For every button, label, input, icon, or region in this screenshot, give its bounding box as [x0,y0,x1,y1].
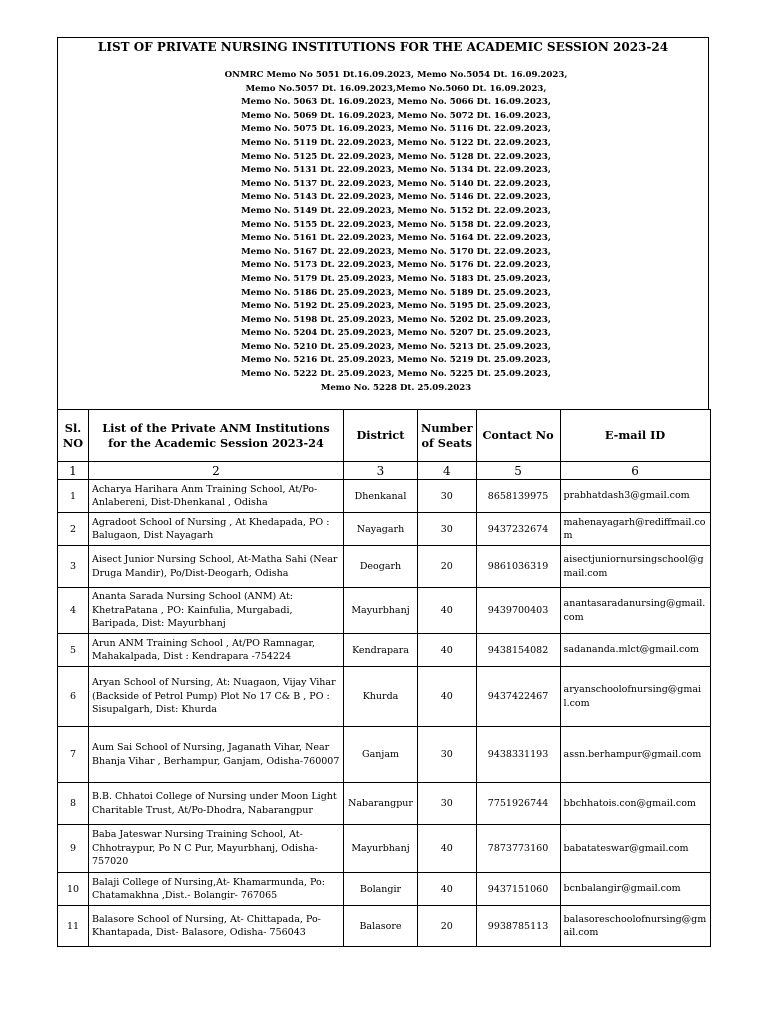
cell-email: aisectjuniornursingschool@gmail.com [560,546,710,588]
cell-email: anantasaradanursing@gmail.com [560,588,710,634]
cell-sl: 4 [58,588,89,634]
column-number: 5 [476,462,560,480]
cell-institution: Aum Sai School of Nursing, Jaganath Vihar, Near Bhanja Vihar , Berhampur, Ganjam, Odisha-760007 [89,727,344,783]
cell-sl: 8 [58,783,89,825]
table-row [58,480,711,513]
header-row [58,410,711,462]
table-row [58,783,711,825]
cell-email: bcnbalangir@gmail.com [560,873,710,906]
cell-seats: 30 [418,783,477,825]
memo-line: Memo No. 5192 Dt. 25.09.2023, Memo No. 5195 Dt. 25.09.2023, [241,301,551,312]
table-row [58,634,711,667]
header-seats: Number of Seats [418,410,477,462]
cell-institution: Baba Jateswar Nursing Training School, At-Chhotraypur, Po N C Pur, Mayurbhanj, Odisha-757020 [89,825,344,873]
cell-contact: 9938785113 [476,906,560,947]
column-number: 2 [89,462,344,480]
header-email: E-mail ID [560,410,710,462]
cell-seats: 20 [418,546,477,588]
cell-contact: 7873773160 [476,825,560,873]
cell-sl: 10 [58,873,89,906]
cell-institution: B.B. Chhatoi College of Nursing under Moon Light Charitable Trust, At/Po-Dhodra, Nabarangpur [89,783,344,825]
cell-district: Mayurbhanj [344,588,418,634]
cell-institution: Ananta Sarada Nursing School (ANM) At: KhetraPatana , PO: Kainfulia, Murgabadi, Baripada, Dist: Mayurbhanj [89,588,344,634]
memo-line: Memo No. 5216 Dt. 25.09.2023, Memo No. 5219 Dt. 25.09.2023, [241,355,551,366]
memo-line: Memo No. 5204 Dt. 25.09.2023, Memo No. 5207 Dt. 25.09.2023, [241,328,551,339]
table-row [58,873,711,906]
cell-seats: 30 [418,513,477,546]
cell-sl: 5 [58,634,89,667]
memo-line: Memo No. 5149 Dt. 22.09.2023, Memo No. 5152 Dt. 22.09.2023, [241,205,551,216]
cell-seats: 40 [418,825,477,873]
cell-contact: 9438331193 [476,727,560,783]
cell-institution: Acharya Harihara Anm Training School, At/Po-Anlabereni, Dist-Dhenkanal , Odisha [89,480,344,513]
memo-line: Memo No.5057 Dt. 16.09.2023,Memo No.5060 Dt. 16.09.2023, [245,83,547,94]
cell-district: Nayagarh [344,513,418,546]
institutions-table [57,409,711,947]
memo-line: Memo No. 5198 Dt. 25.09.2023, Memo No. 5202 Dt. 25.09.2023, [241,314,551,325]
cell-sl: 3 [58,546,89,588]
cell-district: Deogarh [344,546,418,588]
table-row [58,906,711,947]
document-header-frame [57,37,709,409]
memo-line: Memo No. 5155 Dt. 22.09.2023, Memo No. 5158 Dt. 22.09.2023, [241,219,551,230]
table-row [58,727,711,783]
cell-district: Dhenkanal [344,480,418,513]
memo-line: Memo No. 5119 Dt. 22.09.2023, Memo No. 5122 Dt. 22.09.2023, [241,137,551,148]
column-number: 4 [418,462,477,480]
table-row [58,667,711,727]
cell-email: babatateswar@gmail.com [560,825,710,873]
memo-line: Memo No. 5186 Dt. 25.09.2023, Memo No. 5189 Dt. 25.09.2023, [241,287,551,298]
table-row [58,588,711,634]
table-row [58,825,711,873]
memo-line: Memo No. 5167 Dt. 22.09.2023, Memo No. 5170 Dt. 22.09.2023, [241,246,551,257]
cell-sl: 2 [58,513,89,546]
column-number-row [58,462,711,480]
memo-list [216,69,576,395]
cell-district: Ganjam [344,727,418,783]
memo-line: Memo No. 5075 Dt. 16.09.2023, Memo No. 5116 Dt. 22.09.2023, [241,124,551,135]
cell-seats: 40 [418,588,477,634]
cell-contact: 9437422467 [476,667,560,727]
cell-seats: 40 [418,667,477,727]
cell-sl: 11 [58,906,89,947]
cell-seats: 20 [418,906,477,947]
cell-email: prabhatdash3@gmail.com [560,480,710,513]
cell-email: mahenayagarh@rediffmail.com [560,513,710,546]
memo-line: Memo No. 5210 Dt. 25.09.2023, Memo No. 5213 Dt. 25.09.2023, [241,341,551,352]
header-district: District [344,410,418,462]
cell-contact: 7751926744 [476,783,560,825]
cell-email: bbchhatois.con@gmail.com [560,783,710,825]
memo-line: Memo No. 5069 Dt. 16.09.2023, Memo No. 5072 Dt. 16.09.2023, [241,110,551,121]
memo-line: Memo No. 5137 Dt. 22.09.2023, Memo No. 5140 Dt. 22.09.2023, [241,178,551,189]
cell-institution: Balaji College of Nursing,At- Khamarmunda, Po: Chatamakhna ,Dist.- Bolangir- 767065 [89,873,344,906]
column-number: 1 [58,462,89,480]
memo-line: Memo No. 5228 Dt. 25.09.2023 [320,382,472,393]
cell-district: Khurda [344,667,418,727]
memo-line: Memo No. 5222 Dt. 25.09.2023, Memo No. 5225 Dt. 25.09.2023, [241,369,551,380]
memo-line: Memo No. 5063 Dt. 16.09.2023, Memo No. 5066 Dt. 16.09.2023, [241,97,551,108]
memo-line: Memo No. 5131 Dt. 22.09.2023, Memo No. 5134 Dt. 22.09.2023, [241,165,551,176]
document-title: LIST OF PRIVATE NURSING INSTITUTIONS FOR THE ACADEMIC SESSION 2023-24 [97,40,669,54]
cell-district: Balasore [344,906,418,947]
cell-sl: 7 [58,727,89,783]
cell-institution: Agradoot School of Nursing , At Khedapada, PO : Balugaon, Dist Nayagarh [89,513,344,546]
cell-contact: 9438154082 [476,634,560,667]
cell-seats: 30 [418,727,477,783]
memo-line: Memo No. 5143 Dt. 22.09.2023, Memo No. 5146 Dt. 22.09.2023, [241,192,551,203]
cell-seats: 40 [418,634,477,667]
cell-email: aryanschoolofnursing@gmail.com [560,667,710,727]
memo-line: ONMRC Memo No 5051 Dt.16.09.2023, Memo No.5054 Dt. 16.09.2023, [224,70,568,80]
memo-line: Memo No. 5179 Dt. 25.09.2023, Memo No. 5183 Dt. 25.09.2023, [241,273,551,284]
cell-seats: 40 [418,873,477,906]
cell-district: Kendrapara [344,634,418,667]
cell-district: Mayurbhanj [344,825,418,873]
cell-contact: 9439700403 [476,588,560,634]
header-institution: List of the Private ANM Institutions for the Academic Session 2023-24 [89,410,344,462]
cell-institution: Aisect Junior Nursing School, At-Matha Sahi (Near Druga Mandir), Po/Dist-Deogarh, Odisha [89,546,344,588]
cell-institution: Arun ANM Training School , At/PO Ramnagar, Mahakalpada, Dist : Kendrapara -754224 [89,634,344,667]
cell-email: assn.berhampur@gmail.com [560,727,710,783]
cell-district: Bolangir [344,873,418,906]
cell-contact: 9437232674 [476,513,560,546]
cell-institution: Aryan School of Nursing, At: Nuagaon, Vijay Vihar (Backside of Petrol Pump) Plot No 17 C& B , PO : Sisupalgarh, Dist: Khurda [89,667,344,727]
cell-sl: 9 [58,825,89,873]
cell-contact: 8658139975 [476,480,560,513]
cell-seats: 30 [418,480,477,513]
memo-line: Memo No. 5173 Dt. 22.09.2023, Memo No. 5176 Dt. 22.09.2023, [241,260,551,271]
cell-sl: 1 [58,480,89,513]
cell-institution: Balasore School of Nursing, At- Chittapada, Po-Khantapada, Dist- Balasore, Odisha- 756043 [89,906,344,947]
header-sl-no: Sl. NO [58,410,89,462]
cell-contact: 9437151060 [476,873,560,906]
cell-email: sadananda.mlct@gmail.com [560,634,710,667]
cell-district: Nabarangpur [344,783,418,825]
header-contact: Contact No [476,410,560,462]
table-row [58,546,711,588]
column-number: 6 [560,462,710,480]
memo-line: Memo No. 5161 Dt. 22.09.2023, Memo No. 5164 Dt. 22.09.2023, [241,233,551,244]
memo-line: Memo No. 5125 Dt. 22.09.2023, Memo No. 5128 Dt. 22.09.2023, [241,151,551,162]
cell-sl: 6 [58,667,89,727]
cell-email: balasoreschoolofnursing@gmail.com [560,906,710,947]
table-row [58,513,711,546]
column-number: 3 [344,462,418,480]
cell-contact: 9861036319 [476,546,560,588]
